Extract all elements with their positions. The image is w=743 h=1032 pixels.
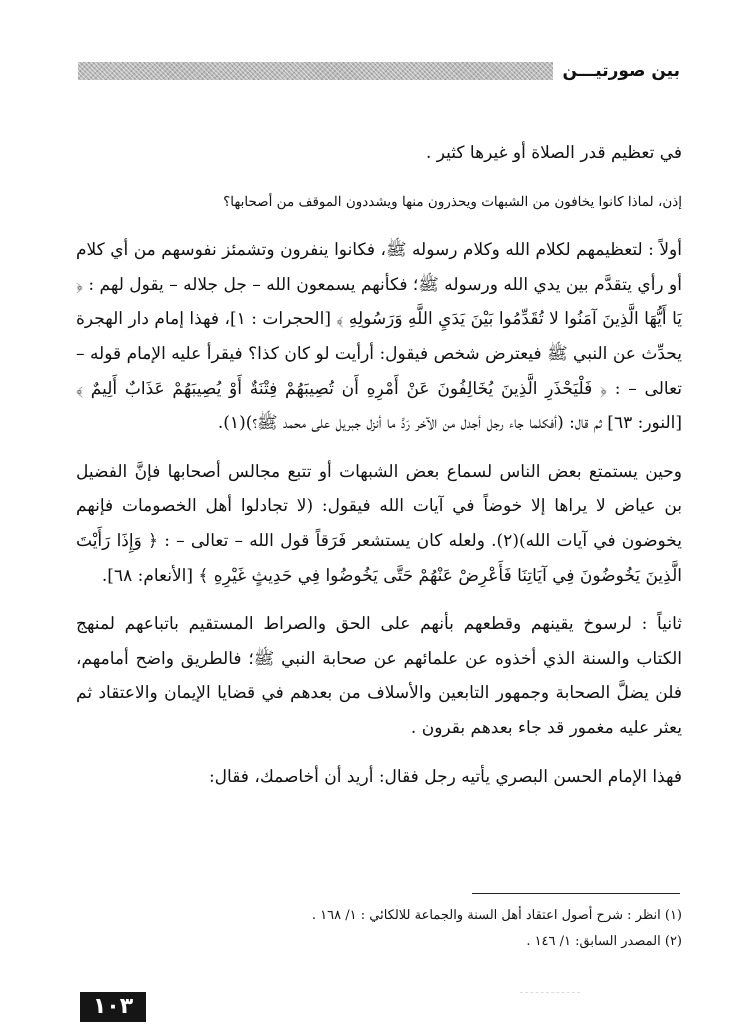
scan-artifact xyxy=(520,992,580,997)
footnote-separator xyxy=(472,893,680,894)
body-text xyxy=(76,136,682,794)
footnote: (٢) المصدر السابق: ١/ ١٤٦ . xyxy=(526,934,682,949)
paragraph: إذن، لماذا كانوا يخافون من الشبهات ويحذرون منها ويشددون الموقف من أصحابها؟ xyxy=(223,193,682,210)
running-header-title: بين صورتيـــن xyxy=(562,61,680,81)
paragraph: ثانياً : لرسوخ يقينهم وقطعهم بأنهم على الحق والصراط المستقيم باتباعهم لمنهج الكتاب والسنة الذي أخذوه عن علمائهم عن صحابة النبي ﷺ؛ فالطريق واضح أمامهم، فلن يضلَّ الصحابة وجمهور التابعين والأسلاف من بعدهم في قضايا الإيمان والاعتقاد ثم يعثر عليه مغمور قد جاء بعدهم بقرون . xyxy=(76,614,682,738)
paragraph: وحين يستمتع بعض الناس لسماع بعض الشبهات أو تتبع مجالس أصحابها فإنَّ الفضيل بن عياض لا يراها إلا خوضاً في آيات الله فيقول: (لا تجادلوا أهل الخصومات فإنهم يخوضون في آيات الله)(٢). ولعله كان يستشعر فَرَقاً قول الله – تعالى – : ﴿ وَإِذَا رَأَيْتَ الَّذِينَ يَخُوضُونَ فِي آيَاتِنَا فَأَعْرِضْ عَنْهُمْ حَتَّى يَخُوضُوا فِي حَدِيثٍ غَيْرِهِ ﴾ [الأنعام: ٦٨]. xyxy=(76,461,682,586)
page-number: ١٠٣ xyxy=(80,992,146,1022)
paragraph: في تعظيم قدر الصلاة أو غيرها كثير . xyxy=(425,143,682,163)
paragraph: أولاً : لتعظيمهم لكلام الله وكلام رسوله ﷺ، فكانوا ينفرون وتشمئز نفوسهم من أي كلام أو رأي يتقدَّم بين يدي الله ورسوله ﷺ؛ فكأنهم يسمعون الله – جل جلاله – يقول لهم : ﴿ يَا أَيُّهَا الَّذِينَ آمَنُوا لا تُقَدِّمُوا بَيْنَ يَدَيِ اللَّهِ وَرَسُولِهِ ﴾ [الحجرات : ١]، فهذا إمام دار الهجرة يحدِّث عن النبي ﷺ فيعترض شخص فيقول: أرأيت لو كان كذا؟ فيقرأ عليه الإمام قوله – تعالى – : ﴿ فَلْيَحْذَرِ الَّذِينَ يُخَالِفُونَ عَنْ أَمْرِهِ أَن تُصِيبَهُمْ فِتْنَةٌ أَوْ يُصِيبَهُمْ عَذَابٌ أَلِيمٌ ﴾ [النور: ٦٣] ثم قال: (أفكلما جاء رجل أجدل من الآخر رَدَّ ما أنزل جبريل على محمد ﷺ؟)(١). xyxy=(76,240,682,434)
running-header xyxy=(78,58,680,84)
paragraph: فهذا الإمام الحسن البصري يأتيه رجل فقال: أريد أن أخاصمك، فقال: xyxy=(208,766,682,787)
header-decorative-band xyxy=(78,62,553,80)
footnote: (١) انظر : شرح أصول اعتقاد أهل السنة والجماعة للالكائي : ١/ ١٦٨ . xyxy=(311,908,682,923)
footnotes xyxy=(76,903,682,955)
